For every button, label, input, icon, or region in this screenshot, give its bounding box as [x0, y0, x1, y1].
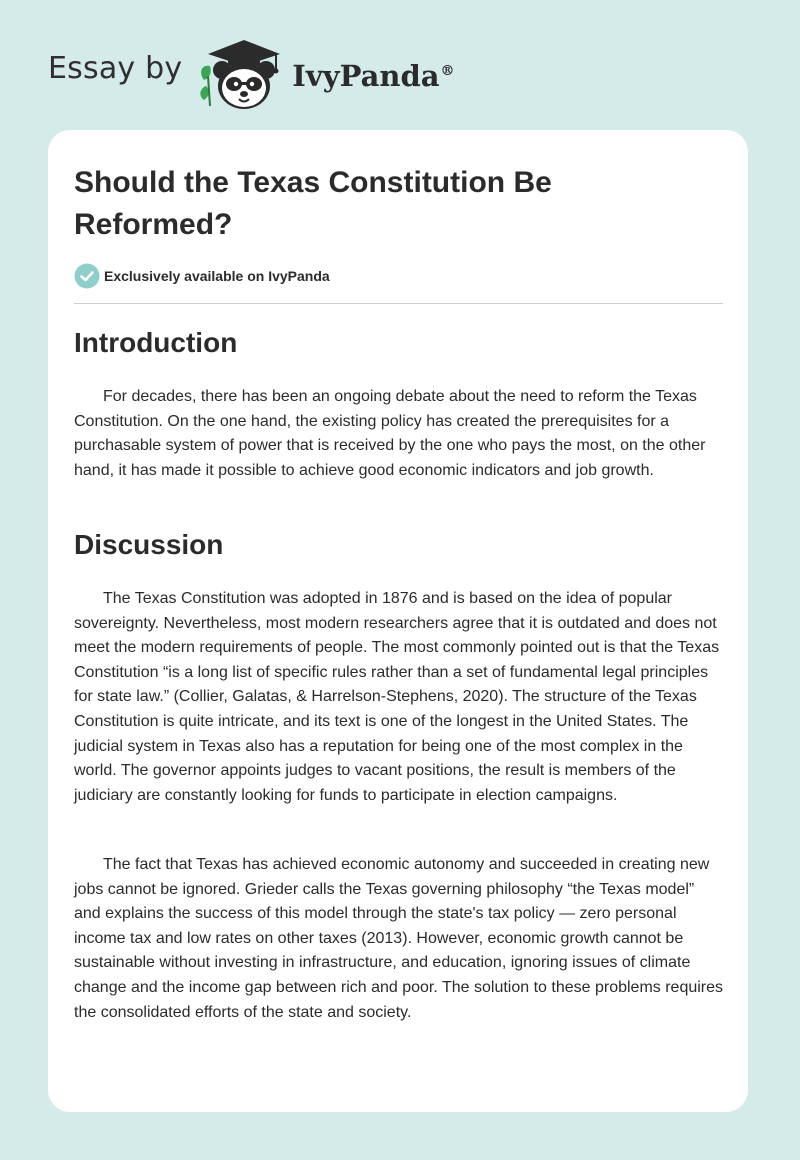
discussion-paragraph-1: The Texas Constitution was adopted in 1876 and is based on the idea of popular sovereignty. Nevertheless, most modern researchers agree that it is outdated and does not meet the modern requirements of people. The most commonly pointed out is that the Texas Constitution “is a long list of specific rules rather than a set of fundamental legal principles for state law.” (Collier, Galatas, & Harrelson-Stephens, 2020). The structure of the Texas Constitution is quite intricate, and its text is one of the longest in the United States. The judicial system in Texas also has a reputation for being one of the most complex in the world. The governor appoints judges to vacant positions, the result is members of the judiciary are constantly looking for funds to participate in election campaigns. — [74, 590, 720, 804]
article-card — [48, 130, 748, 1112]
article-title: Should the Texas Constitution Be Reformed? — [74, 166, 552, 241]
section-heading-introduction: Introduction — [74, 327, 238, 358]
panda-graduate-icon — [196, 36, 288, 112]
exclusive-badge-text: Exclusively available on IvyPanda — [104, 268, 330, 284]
essay-by-label: Essay by — [48, 50, 183, 86]
introduction-paragraph: For decades, there has been an ongoing debate about the need to reform the Texas Constitution. On the one hand, the existing policy has created the prerequisites for a purchasable system of power that is received by the one who pays the most, on the other hand, it has made it possible to achieve good economic indicators and job growth. — [74, 388, 706, 479]
title-divider — [74, 303, 723, 304]
discussion-paragraph-2: The fact that Texas has achieved economic autonomy and succeeded in creating new jobs cannot be ignored. Grieder calls the Texas governing philosophy “the Texas model” and explains the success of this model through the state's tax policy — zero personal income tax and low rates on other taxes (2013). However, economic growth cannot be sustainable without investing in infrastructure, and education, ignoring issues of climate change and the income gap between rich and poor. The solution to these problems requires the consolidated efforts of the state and society. — [74, 856, 724, 1021]
exclusive-badge — [74, 263, 330, 289]
site-header — [48, 36, 455, 112]
section-heading-discussion: Discussion — [74, 529, 224, 560]
brand-name: IvyPanda® — [292, 59, 455, 93]
registered-mark: ® — [440, 63, 455, 80]
check-circle-icon — [74, 263, 100, 289]
